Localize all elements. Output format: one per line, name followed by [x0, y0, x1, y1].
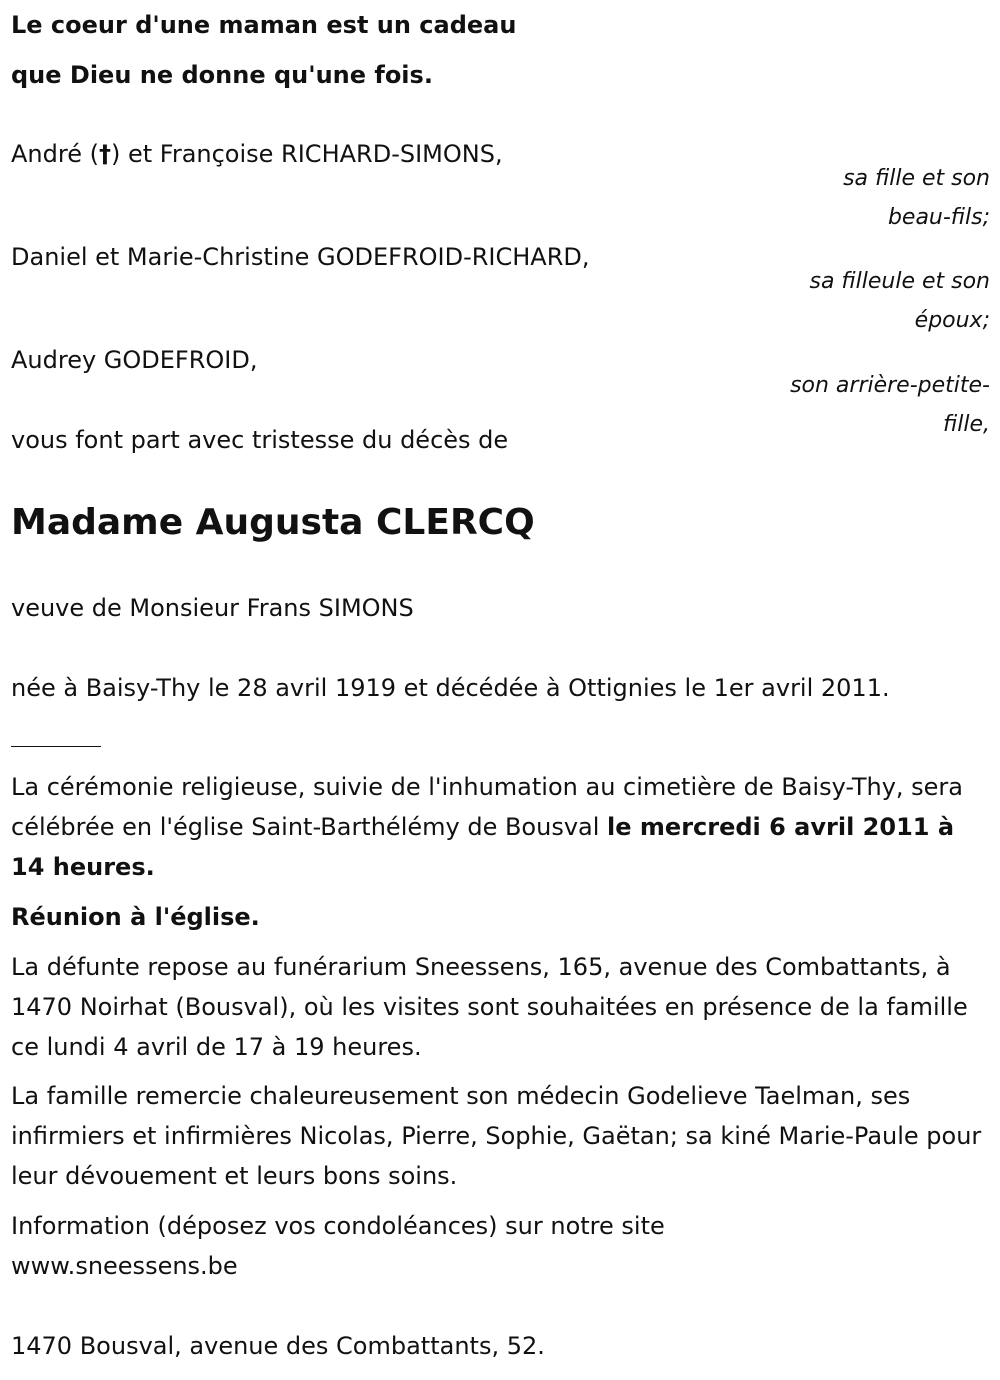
visitation-details: La défunte repose au funérarium Sneessens, 165, avenue des Combattants, à 1470 Noirhat (Bousval), où les visites sont souhaitées en présence de la famille ce lundi 4 avril de 17 à 19 heures.: [11, 953, 968, 1061]
birth-death-details: née à Baisy-Thy le 28 avril 1919 et décédée à Ottignies le 1er avril 2011.: [11, 674, 890, 702]
thanks-text: La famille remercie chaleureusement son médecin Godelieve Taelman, ses infirmiers et infirmières Nicolas, Pierre, Sophie, Gaëtan; sa kiné Marie-Paule pour leur dévouement et leurs bons soins.: [11, 1082, 982, 1190]
meeting-note: Réunion à l'église.: [11, 903, 260, 931]
divider: [11, 746, 101, 747]
family-relation-2-line-1: sa filleule et son: [809, 269, 990, 294]
family-relation-3: [790, 366, 990, 444]
widow-of: veuve de Monsieur Frans SIMONS: [11, 594, 414, 622]
ceremony-date: le mercredi 6 avril 2011 à 14 heures.: [11, 813, 955, 881]
motto-line-1: Le coeur d'une maman est un cadeau: [11, 11, 517, 39]
announcement: vous font part avec tristesse du décès de: [11, 426, 509, 454]
family-name-2: Daniel et Marie-Christine GODEFROID-RICHARD,: [11, 243, 590, 271]
info-line-1: Information (déposez vos condoléances) sur notre site: [11, 1212, 665, 1240]
family-relation-1-line-1: sa fille et son: [843, 166, 990, 191]
family-relation-2-line-2: époux;: [914, 308, 990, 333]
website-link[interactable]: www.sneessens.be: [11, 1252, 238, 1280]
family-name-1-part-b: ) et Françoise RICHARD-SIMONS,: [110, 140, 503, 168]
family-relation-2: [809, 262, 990, 340]
motto-line-2: que Dieu ne donne qu'une fois.: [11, 61, 433, 89]
family-name-1-part-a: André (: [11, 140, 99, 168]
info-text: [11, 1206, 991, 1286]
address: 1470 Bousval, avenue des Combattants, 52.: [11, 1332, 545, 1360]
cross-icon: †: [98, 140, 111, 168]
deceased-name: Madame Augusta CLERCQ: [11, 502, 535, 543]
family-relation-3-line-1: son arrière-petite-: [790, 373, 990, 398]
family-name-3: Audrey GODEFROID,: [11, 346, 258, 374]
ceremony-text: La cérémonie religieuse, suivie de l'inhumation au cimetière de Baisy-Thy, sera célébrée en l'église Saint-Barthélémy de Bousval: [11, 773, 964, 841]
family-relation-1: [843, 159, 990, 237]
family-name-1: [11, 134, 503, 174]
family-relation-3-line-2: fille,: [943, 412, 990, 437]
family-relation-1-line-2: beau-fils;: [887, 205, 990, 230]
ceremony-details: [11, 767, 991, 887]
